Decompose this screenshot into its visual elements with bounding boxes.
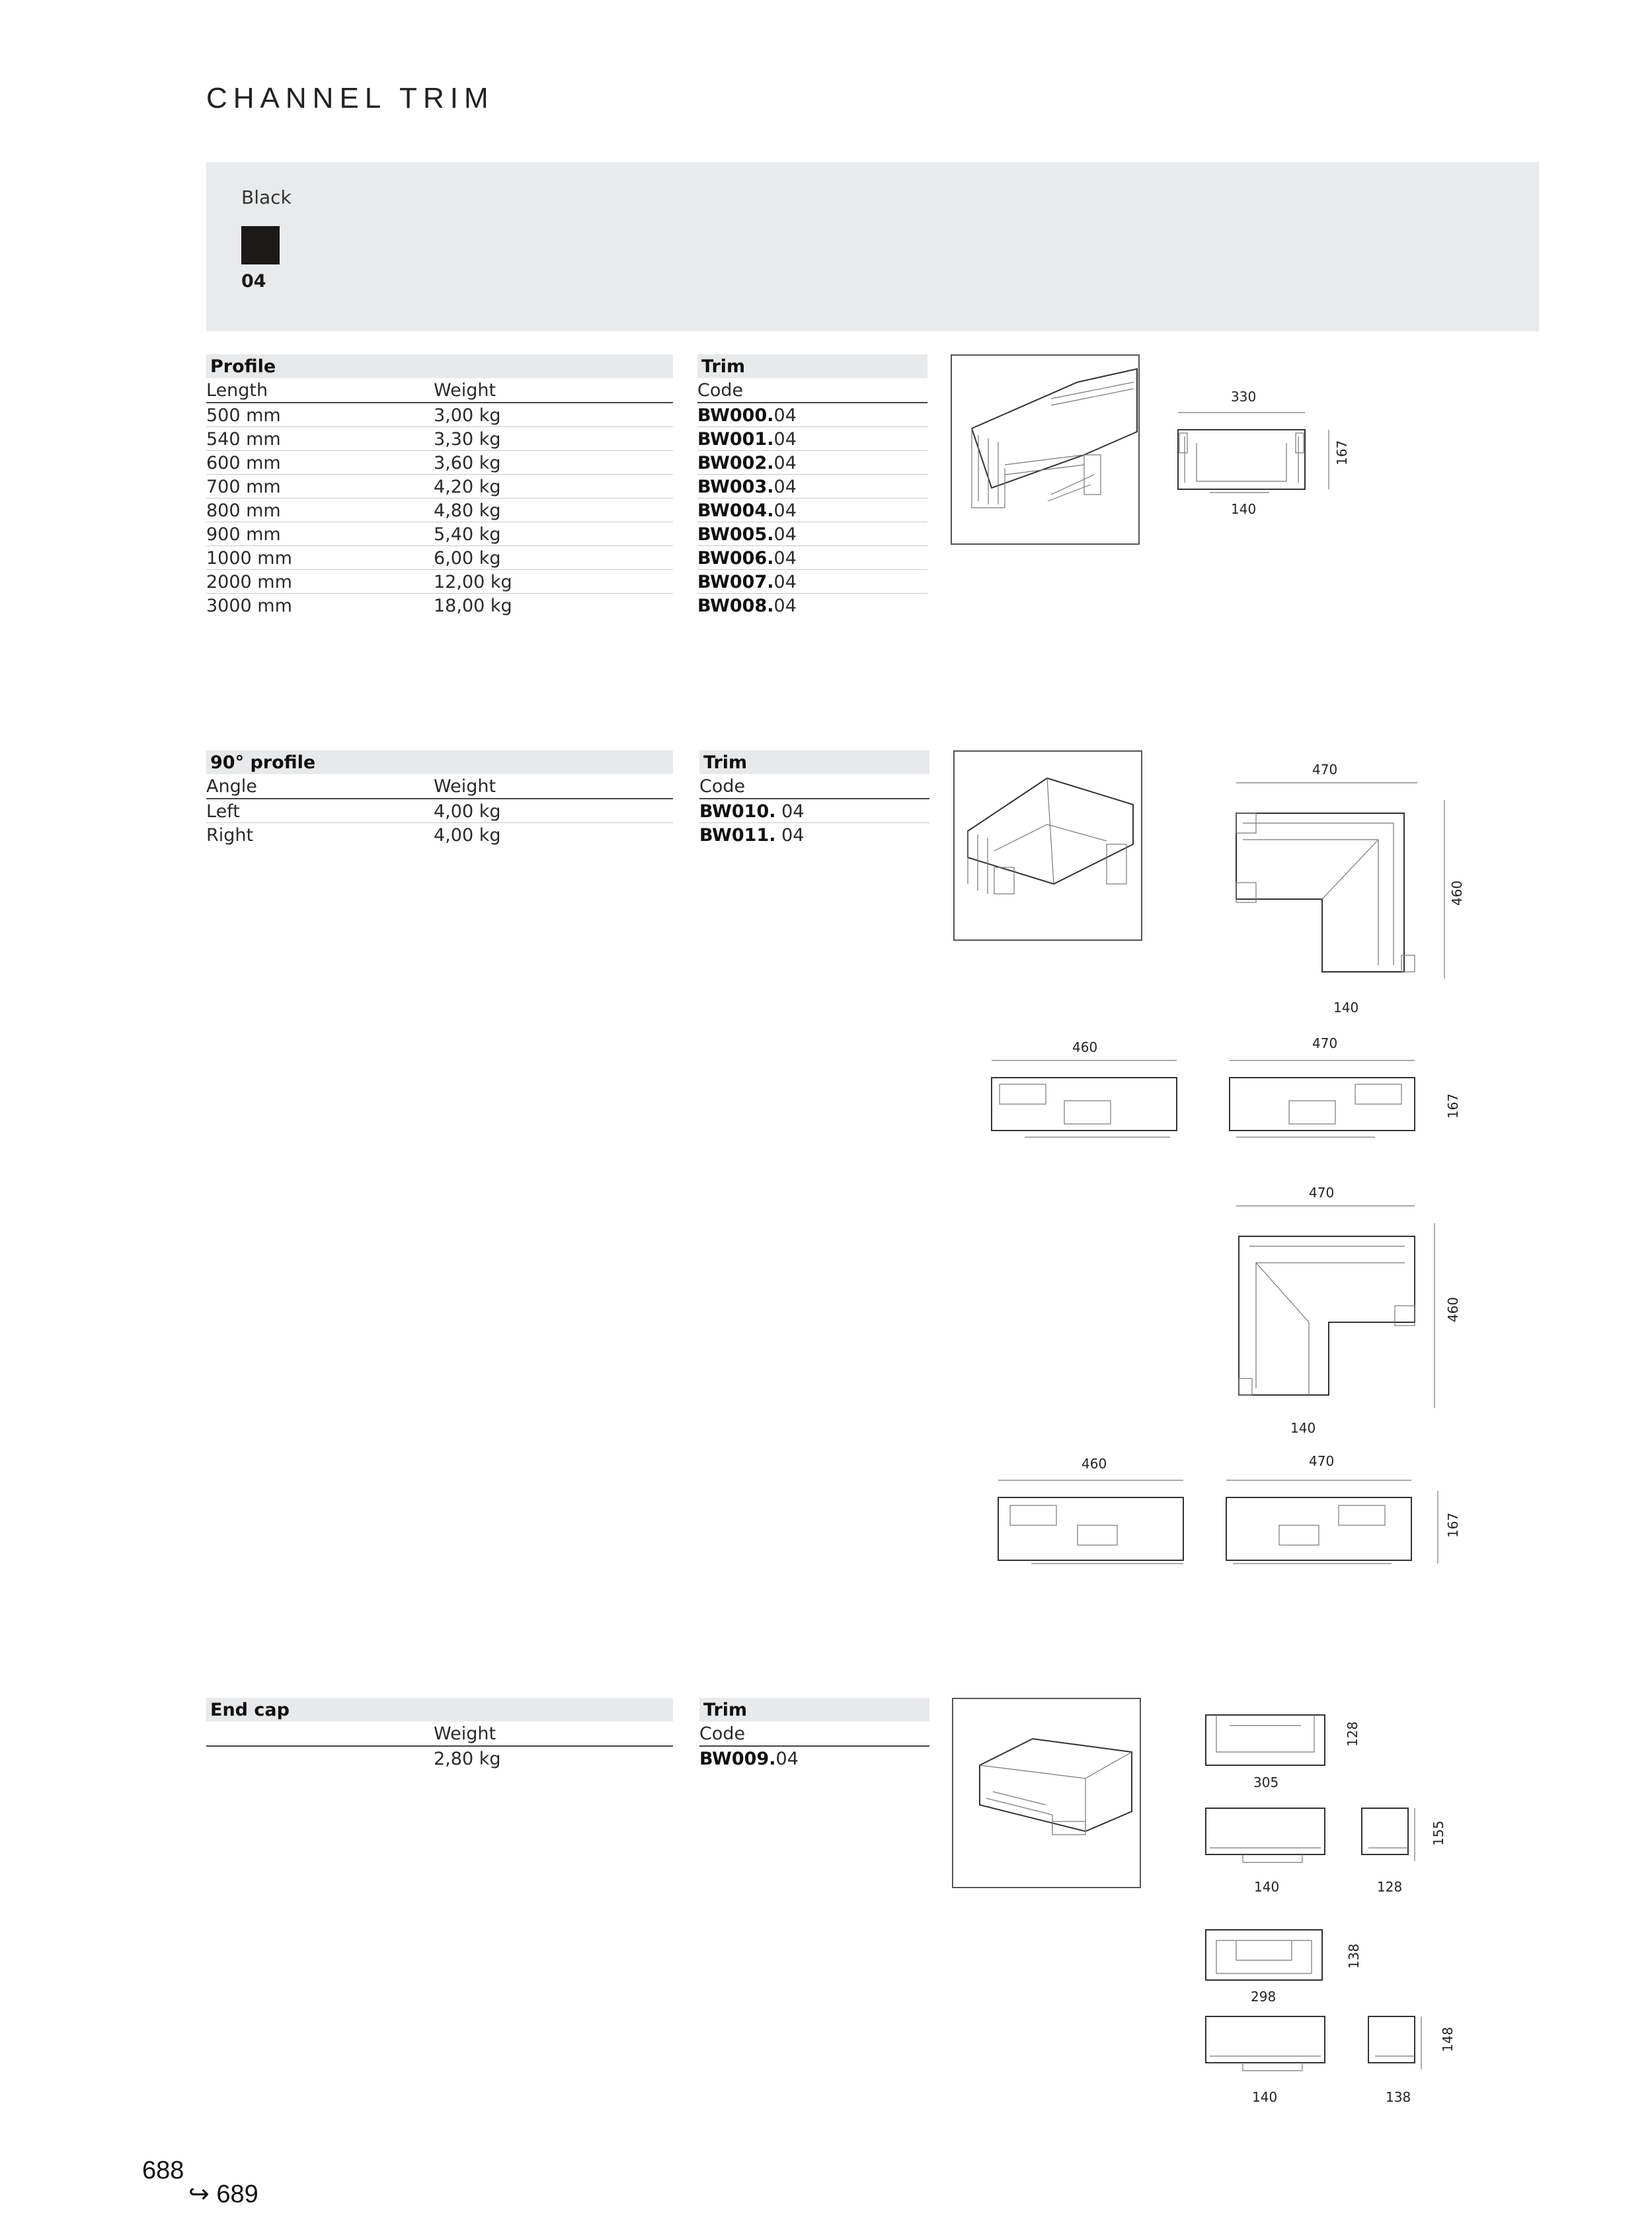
row-label: 500 mm bbox=[206, 405, 281, 426]
profile90-side-c bbox=[992, 1471, 1190, 1570]
profile-product-image bbox=[951, 354, 1140, 545]
trim-code: BW003.04 bbox=[697, 475, 927, 498]
dim-side2-a: 460 bbox=[1082, 1456, 1107, 1472]
endcap-trim-table bbox=[699, 1698, 929, 1770]
dim-side2-b: 470 bbox=[1309, 1453, 1335, 1469]
color-code: 04 bbox=[241, 271, 266, 292]
row-weight: 3,60 kg bbox=[434, 453, 501, 473]
trim-col-header: Code bbox=[699, 774, 929, 799]
dim-d-h: 148 bbox=[1440, 2026, 1456, 2052]
dim-plan2-w: 470 bbox=[1309, 1185, 1335, 1201]
profile90-trim-table bbox=[699, 750, 929, 846]
table-row bbox=[206, 427, 673, 451]
trim-code: BW007.04 bbox=[697, 570, 927, 594]
trim-code: BW004.04 bbox=[697, 498, 927, 522]
trim-code: BW000.04 bbox=[697, 403, 927, 427]
trim-codes bbox=[697, 403, 927, 617]
profile-table bbox=[206, 354, 673, 617]
endcap-rows bbox=[206, 1747, 673, 1770]
color-swatch bbox=[241, 226, 280, 264]
dim-side1-a: 460 bbox=[1072, 1039, 1098, 1055]
trim-code: BW008.04 bbox=[697, 596, 797, 616]
profile90-plan-right bbox=[1216, 1197, 1461, 1415]
profile90-side-b bbox=[1223, 1051, 1421, 1150]
table-row bbox=[206, 799, 673, 823]
trim-codes bbox=[699, 1747, 929, 1770]
table-row bbox=[206, 1747, 673, 1770]
next-page-number: 689 bbox=[216, 2180, 258, 2208]
profile90-product-image bbox=[953, 750, 1142, 941]
dim-b-w2: 128 bbox=[1377, 1879, 1403, 1895]
endcap-view-b-side bbox=[1355, 1802, 1435, 1868]
table-row bbox=[206, 546, 673, 570]
col-angle: Angle bbox=[206, 776, 257, 797]
row-weight: 5,40 kg bbox=[434, 524, 501, 545]
row-label: 800 mm bbox=[206, 500, 281, 521]
table-row bbox=[206, 475, 673, 498]
endcap-view-d bbox=[1203, 2010, 1335, 2076]
row-weight: 4,80 kg bbox=[434, 500, 501, 521]
dim-side1-b: 470 bbox=[1312, 1035, 1338, 1051]
dim-plan1-h: 460 bbox=[1449, 880, 1465, 906]
dim-d-w2: 138 bbox=[1386, 2089, 1411, 2105]
table-row bbox=[206, 451, 673, 475]
profile-rows bbox=[206, 403, 673, 617]
col-length: Length bbox=[206, 380, 268, 401]
table-row bbox=[206, 522, 673, 546]
profile-header: Profile bbox=[206, 354, 673, 378]
dim-plan1-b: 140 bbox=[1333, 1000, 1359, 1015]
trim-code: BW005.04 bbox=[697, 522, 927, 546]
dim-plan2-h: 460 bbox=[1445, 1296, 1461, 1322]
dim-c-w: 298 bbox=[1251, 1989, 1277, 2005]
row-weight: 12,00 kg bbox=[434, 572, 512, 592]
dim-width: 330 bbox=[1231, 389, 1257, 405]
page-title: CHANNEL TRIM bbox=[206, 82, 494, 114]
dim-side1-h: 167 bbox=[1445, 1093, 1461, 1119]
table-row bbox=[206, 823, 673, 846]
row-weight: 3,00 kg bbox=[434, 405, 501, 426]
endcap-view-c bbox=[1203, 1927, 1335, 1987]
row-weight: 18,00 kg bbox=[434, 596, 512, 616]
col-weight: Weight bbox=[434, 1724, 496, 1744]
profile90-rows bbox=[206, 799, 673, 846]
col-weight: Weight bbox=[434, 380, 496, 401]
color-panel bbox=[206, 162, 1539, 331]
trim-code: BW006.04 bbox=[697, 546, 927, 570]
endcap-view-a bbox=[1203, 1712, 1335, 1772]
endcap-table bbox=[206, 1698, 673, 1770]
endcap-product-image bbox=[952, 1698, 1141, 1888]
endcap-col-headers bbox=[206, 1722, 673, 1747]
row-weight: 6,00 kg bbox=[434, 548, 501, 569]
col-weight: Weight bbox=[434, 776, 496, 797]
table-row bbox=[206, 498, 673, 522]
trim-code: BW009.04 bbox=[699, 1749, 799, 1769]
dim-base: 140 bbox=[1231, 501, 1257, 517]
row-label: 3000 mm bbox=[206, 596, 292, 616]
trim-header: Trim bbox=[699, 750, 929, 774]
page-number: 688 bbox=[142, 2157, 184, 2184]
row-weight: 2,80 kg bbox=[434, 1749, 501, 1769]
table-row bbox=[206, 403, 673, 427]
trim-col-header: Code bbox=[699, 1722, 929, 1747]
arrow-icon: ↪ bbox=[188, 2180, 210, 2208]
row-label: 1000 mm bbox=[206, 548, 292, 569]
dim-side2-h: 167 bbox=[1445, 1512, 1461, 1538]
row-label: Right bbox=[206, 825, 254, 846]
endcap-header: End cap bbox=[206, 1698, 673, 1722]
row-label: 600 mm bbox=[206, 453, 281, 473]
row-weight: 4,00 kg bbox=[434, 801, 501, 822]
row-label: 540 mm bbox=[206, 429, 281, 450]
row-weight: 3,30 kg bbox=[434, 429, 501, 450]
endcap-view-b bbox=[1203, 1802, 1335, 1868]
dim-plan2-b: 140 bbox=[1290, 1420, 1316, 1436]
dim-plan1-w: 470 bbox=[1312, 762, 1338, 777]
color-label: Black bbox=[241, 186, 292, 208]
trim-code: BW011. 04 bbox=[699, 825, 805, 846]
row-weight: 4,20 kg bbox=[434, 477, 501, 497]
next-page-link[interactable] bbox=[188, 2179, 258, 2209]
dim-a-w: 305 bbox=[1253, 1774, 1279, 1790]
table-row bbox=[206, 570, 673, 594]
trim-header: Trim bbox=[699, 1698, 929, 1722]
row-label: 700 mm bbox=[206, 477, 281, 497]
trim-code: BW001.04 bbox=[697, 427, 927, 451]
endcap-view-d-side bbox=[1362, 2010, 1441, 2076]
profile90-side-d bbox=[1220, 1471, 1451, 1570]
profile90-col-headers bbox=[206, 774, 673, 799]
row-label: 2000 mm bbox=[206, 572, 292, 592]
dim-c-h: 138 bbox=[1346, 1943, 1362, 1969]
dim-height: 167 bbox=[1334, 440, 1350, 465]
row-weight: 4,00 kg bbox=[434, 825, 501, 846]
trim-codes bbox=[699, 799, 929, 846]
dim-b-h: 155 bbox=[1431, 1820, 1446, 1846]
profile-section-drawing bbox=[1170, 403, 1349, 509]
profile90-table bbox=[206, 750, 673, 846]
dim-d-w1: 140 bbox=[1252, 2089, 1278, 2105]
dim-a-h: 128 bbox=[1345, 1721, 1360, 1747]
profile-col-headers bbox=[206, 378, 673, 403]
trim-code: BW002.04 bbox=[697, 451, 927, 475]
profile90-plan-left bbox=[1216, 774, 1461, 992]
trim-code: BW010. 04 bbox=[699, 799, 929, 823]
row-label: Left bbox=[206, 801, 240, 822]
dim-b-w1: 140 bbox=[1254, 1879, 1280, 1895]
profile-trim-table bbox=[697, 354, 927, 617]
trim-header: Trim bbox=[697, 354, 927, 378]
table-row bbox=[206, 594, 673, 617]
trim-col-header: Code bbox=[697, 378, 927, 403]
profile90-side-a bbox=[985, 1051, 1183, 1150]
profile90-header: 90° profile bbox=[206, 750, 673, 774]
row-label: 900 mm bbox=[206, 524, 281, 545]
